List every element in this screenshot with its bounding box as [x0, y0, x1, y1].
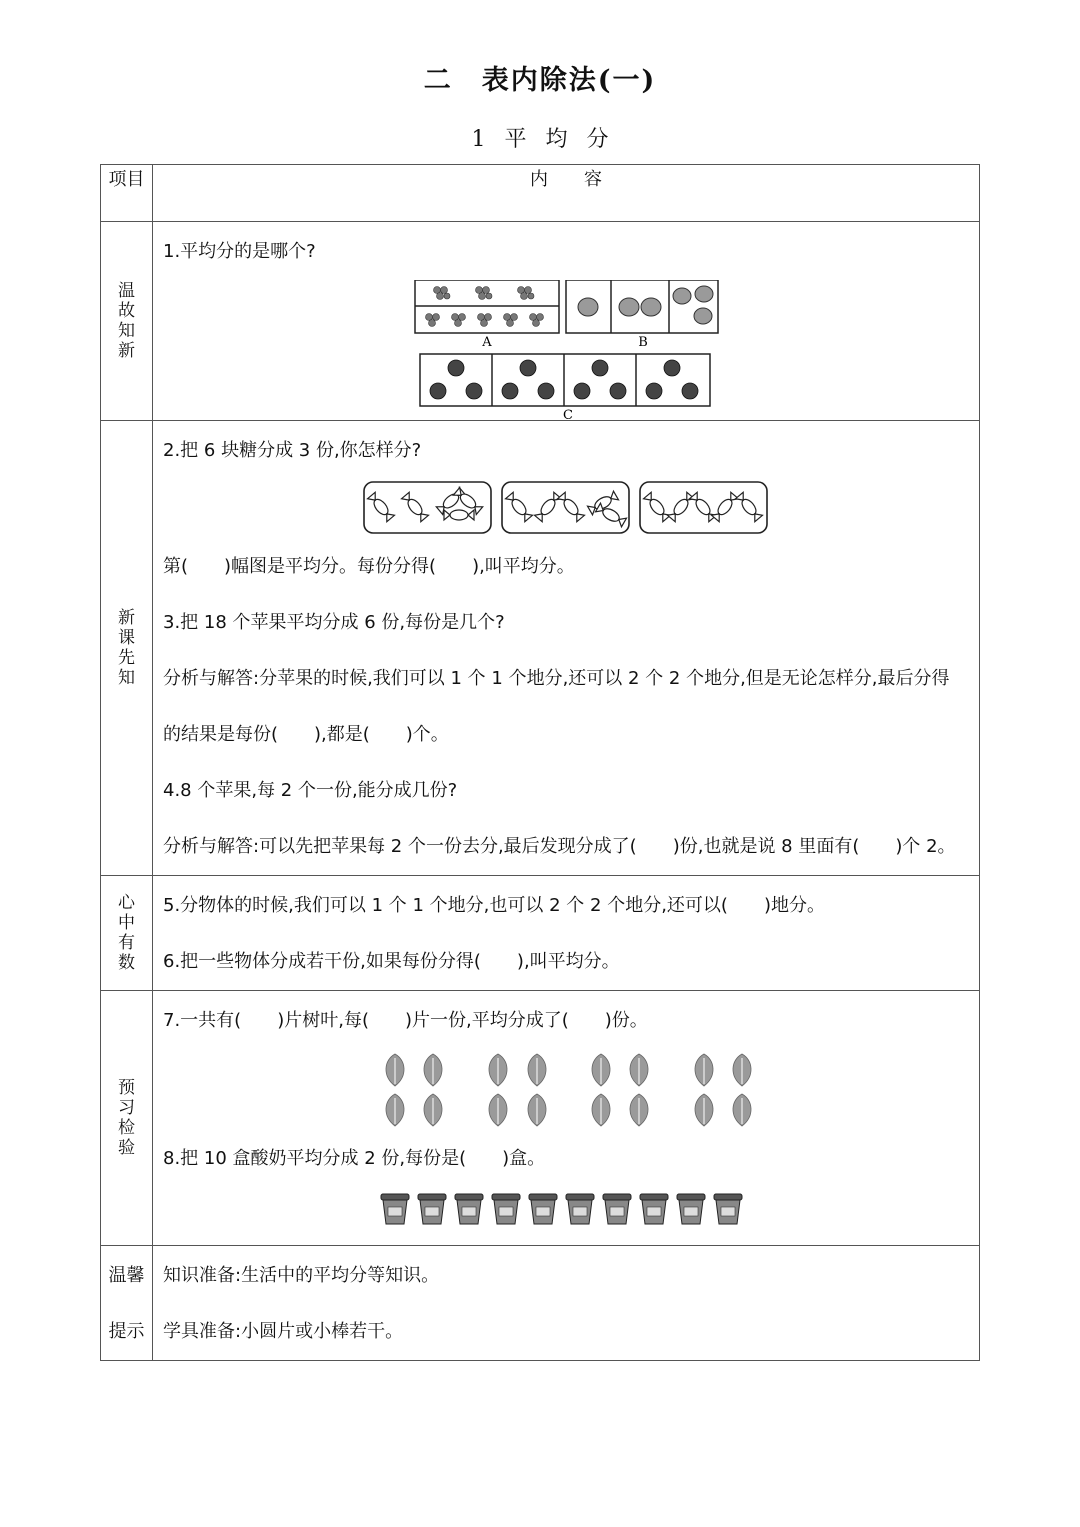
question-2: 2.把 6 块糖分成 3 份,你怎样分? — [163, 440, 422, 461]
question-1: 1.平均分的是哪个? — [163, 241, 316, 262]
figure-yogurt-cups — [163, 1187, 978, 1235]
section-summary — [101, 876, 980, 991]
section-tips — [101, 1246, 980, 1361]
tip-2: 学具准备:小圆片或小棒若干。 — [163, 1321, 404, 1342]
tips-label-1: 温馨 — [108, 1265, 145, 1286]
section-label-preview-check: 预习检验 — [101, 991, 153, 1246]
figure-fruit-groups — [163, 280, 978, 420]
figure-a-grapes — [415, 280, 559, 350]
question-4-analysis: 分析与解答:可以先把苹果每 2 个一份去分,最后发现分成了( )份,也就是说 8 里面有( )个 2。 — [163, 836, 956, 857]
section-content-review — [153, 222, 980, 421]
section-label-new-lesson: 新课先知 — [101, 421, 153, 876]
figure-candy-groups — [163, 479, 978, 539]
tip-1: 知识准备:生活中的平均分等知识。 — [163, 1265, 440, 1286]
figure-label-a: A — [482, 335, 492, 350]
figure-label-b: B — [638, 335, 648, 350]
figure-c-apples — [420, 354, 710, 420]
section-content-summary — [153, 876, 980, 991]
section-content-tips — [153, 1246, 980, 1361]
worksheet-table — [100, 164, 980, 1361]
section-label-review: 温故知新 — [101, 222, 153, 421]
figure-label-c: C — [563, 408, 573, 420]
tips-label-2: 提示 — [108, 1321, 145, 1342]
header-item: 项目 — [101, 165, 153, 222]
section-label-summary: 心中有数 — [101, 876, 153, 991]
section-label-tips — [101, 1246, 153, 1361]
figure-b-watermelons — [566, 280, 718, 350]
chapter-title: 二 表内除法(一) — [423, 65, 657, 96]
section-review — [101, 222, 980, 421]
section-new-lesson — [101, 421, 980, 876]
section-content-preview-check — [153, 991, 980, 1246]
question-2-fill: 第( )幅图是平均分。每份分得( ),叫平均分。 — [163, 556, 575, 577]
question-4: 4.8 个苹果,每 2 个一份,能分成几份? — [163, 780, 458, 801]
section-preview-check — [101, 991, 980, 1246]
question-3: 3.把 18 个苹果平均分成 6 份,每份是几个? — [163, 612, 505, 633]
lesson-title: 1 平 均 分 — [471, 127, 609, 152]
table-header-row — [101, 165, 980, 222]
question-8: 8.把 10 盒酸奶平均分成 2 份,每份是( )盒。 — [163, 1148, 546, 1169]
question-3-analysis-1: 分析与解答:分苹果的时候,我们可以 1 个 1 个地分,还可以 2 个 2 个地分,但是无论怎样分,最后分得 — [163, 668, 950, 689]
question-6: 6.把一些物体分成若干份,如果每份分得( ),叫平均分。 — [163, 951, 620, 972]
question-3-analysis-2: 的结果是每份( ),都是( )个。 — [163, 724, 449, 745]
section-content-new-lesson — [153, 421, 980, 876]
question-5: 5.分物体的时候,我们可以 1 个 1 个地分,也可以 2 个 2 个地分,还可以( )地分。 — [163, 895, 825, 916]
header-content: 内 容 — [153, 165, 980, 222]
question-7: 7.一共有( )片树叶,每( )片一份,平均分成了( )份。 — [163, 1010, 648, 1031]
figure-leaf-groups — [163, 1049, 978, 1131]
